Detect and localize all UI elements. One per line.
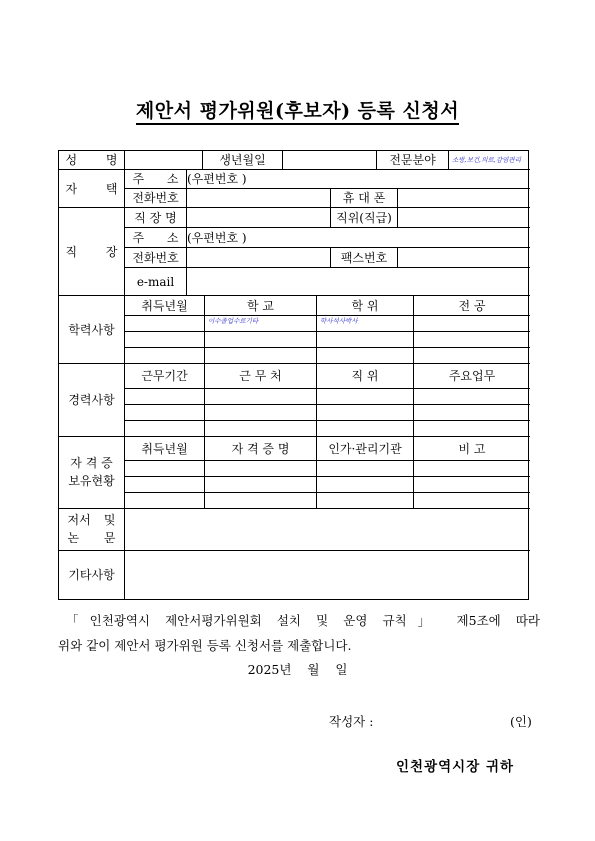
workplace-field[interactable]	[187, 208, 331, 228]
edu-cell[interactable]	[317, 332, 414, 348]
edu-header-major: 전 공	[414, 296, 530, 316]
license-header-agency: 인가·관리기관	[317, 437, 414, 461]
license-cell[interactable]	[317, 477, 414, 493]
name-label: 성 명	[59, 151, 125, 170]
application-form	[58, 150, 529, 600]
career-cell[interactable]	[414, 389, 530, 405]
document-title: 제안서 평가위원(후보자) 등록 신청서	[0, 96, 595, 123]
career-cell[interactable]	[125, 421, 205, 437]
home-phone-label: 전화번호	[125, 189, 187, 208]
name-field[interactable]	[125, 151, 203, 170]
workplace-label: 직 장 명	[125, 208, 187, 228]
edu-cell[interactable]	[125, 348, 205, 364]
career-cell[interactable]	[125, 405, 205, 421]
license-cell[interactable]	[317, 461, 414, 477]
career-cell[interactable]	[317, 405, 414, 421]
position-field[interactable]	[398, 208, 530, 228]
declaration-line-1: 「인천광역시 제안서평가위원회 설치 및 운영 규칙」 제5조에 따라	[66, 613, 540, 628]
publications-label: 저서 및 논 문	[59, 509, 125, 551]
career-header-workplace: 근 무 처	[205, 364, 317, 389]
career-cell[interactable]	[317, 389, 414, 405]
license-cell[interactable]	[205, 461, 317, 477]
license-cell[interactable]	[205, 477, 317, 493]
declaration-line-2: 위와 같이 제안서 평가위원 등록 신청서를 제출합니다.	[58, 638, 352, 653]
license-cell[interactable]	[414, 461, 530, 477]
career-header-position: 직 위	[317, 364, 414, 389]
edu-cell[interactable]	[125, 316, 205, 332]
edu-cell[interactable]	[317, 348, 414, 364]
email-label: e-mail	[125, 268, 187, 296]
position-label: 직위(직급)	[331, 208, 398, 228]
license-cell[interactable]	[317, 493, 414, 509]
edu-header-school: 학 교	[205, 296, 317, 316]
submission-date: 2025년 월 일	[247, 662, 348, 677]
edu-header-date: 취득년월	[125, 296, 205, 316]
work-address-field[interactable]: (우편번호 )	[187, 228, 530, 248]
fax-field[interactable]	[398, 248, 530, 268]
seal-mark: (인)	[510, 714, 532, 729]
email-field[interactable]	[187, 268, 530, 296]
license-header-name: 자 격 증 명	[205, 437, 317, 461]
edu-header-degree: 학 위	[317, 296, 414, 316]
license-cell[interactable]	[205, 493, 317, 509]
edu-school-note[interactable]: 이수졸업수료기타	[205, 316, 317, 332]
fax-label: 팩스번호	[331, 248, 398, 268]
work-label: 직 장	[59, 208, 125, 296]
home-label: 자 택	[59, 170, 125, 208]
career-cell[interactable]	[205, 405, 317, 421]
home-phone-field[interactable]	[187, 189, 331, 208]
career-cell[interactable]	[317, 421, 414, 437]
career-cell[interactable]	[414, 421, 530, 437]
license-cell[interactable]	[414, 493, 530, 509]
career-cell[interactable]	[205, 389, 317, 405]
edu-cell[interactable]	[414, 332, 530, 348]
career-cell[interactable]	[205, 421, 317, 437]
career-header-duties: 주요업무	[414, 364, 530, 389]
birth-label: 생년월일	[203, 151, 283, 170]
home-address-field[interactable]: (우편번호 )	[187, 170, 530, 189]
education-label: 학력사항	[59, 296, 125, 364]
home-address-label: 주 소	[125, 170, 187, 189]
edu-cell[interactable]	[125, 332, 205, 348]
other-field[interactable]	[125, 551, 530, 599]
license-header-remarks: 비 고	[414, 437, 530, 461]
license-label: 자 격 증 보유현황	[59, 437, 125, 509]
addressee: 인천광역시장 귀하	[396, 759, 515, 775]
edu-cell[interactable]	[205, 348, 317, 364]
edu-cell[interactable]	[414, 316, 530, 332]
other-label: 기타사항	[59, 551, 125, 599]
career-header-period: 근무기간	[125, 364, 205, 389]
work-phone-field[interactable]	[187, 248, 331, 268]
career-cell[interactable]	[125, 389, 205, 405]
license-cell[interactable]	[125, 461, 205, 477]
edu-cell[interactable]	[205, 332, 317, 348]
career-cell[interactable]	[414, 405, 530, 421]
mobile-label: 휴 대 폰	[331, 189, 398, 208]
work-address-label: 주 소	[125, 228, 187, 248]
applicant-label: 작성자 :	[329, 714, 374, 729]
edu-degree-note[interactable]: 학사석사박사	[317, 316, 414, 332]
license-cell[interactable]	[125, 477, 205, 493]
edu-cell[interactable]	[414, 348, 530, 364]
publications-field[interactable]	[125, 509, 530, 551]
career-label: 경력사항	[59, 364, 125, 437]
work-phone-label: 전화번호	[125, 248, 187, 268]
license-header-date: 취득년월	[125, 437, 205, 461]
field-label: 전문분야	[377, 151, 449, 170]
license-cell[interactable]	[125, 493, 205, 509]
mobile-field[interactable]	[398, 189, 530, 208]
license-cell[interactable]	[414, 477, 530, 493]
birth-field[interactable]	[283, 151, 377, 170]
field-note[interactable]: 소방,보건,의료,감염관리	[449, 151, 530, 170]
